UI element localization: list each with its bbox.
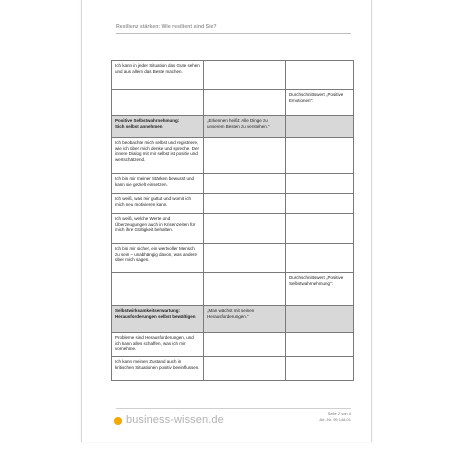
rating-cell[interactable] [204, 357, 286, 381]
section-quote: „Erkennen heißt: Alle Dinge zu unserem Besten zu verstehen.“ [204, 116, 286, 138]
statement-cell: Ich weiß, welche Werte und Überzeugungen auch in Krisenzeiten für mich ihre Gültigkeit behalten. [112, 214, 204, 244]
statement-cell: Ich beobachte mich selbst und registriere, wie ich über mich denke und spreche. Der innere Dialog mit mir selbst ist positiv und wertschätzend. [112, 138, 204, 174]
score-cell [286, 194, 354, 214]
table-row [112, 244, 354, 273]
document-header-title: Resilienz stärken: Wie resilient sind Sie? [116, 24, 217, 30]
header-divider [116, 33, 351, 34]
section-header-row [112, 116, 354, 138]
score-cell [286, 116, 354, 138]
document-page [81, 0, 372, 442]
section-subtitle: Sich selbst annehmen [115, 123, 163, 129]
table-row [112, 357, 354, 381]
rating-cell[interactable] [204, 138, 286, 174]
score-cell [286, 214, 354, 244]
section-title: Selbstwirksamkeitserwartung: [115, 308, 181, 313]
logo-dot-icon [114, 417, 122, 425]
score-cell [286, 61, 354, 90]
statement-cell: Ich bin mir meiner Stärken bewusst und kann sie gezielt einsetzen. [112, 174, 204, 194]
section-title-cell [112, 116, 204, 138]
score-cell [286, 174, 354, 194]
statement-cell: Ich kann meinen Zustand auch in kritischen Situationen positiv beeinflussen. [112, 357, 204, 381]
score-cell [286, 306, 354, 333]
rating-cell [204, 273, 286, 306]
footer-meta [319, 411, 351, 423]
section-title-cell [112, 306, 204, 333]
table-row [112, 273, 354, 306]
average-cell[interactable]: Durchschnittswert „Positive Emotionen“: [286, 90, 354, 116]
statement-cell [112, 273, 204, 306]
table-row [112, 214, 354, 244]
footer-divider [116, 408, 351, 409]
average-cell[interactable]: Durchschnittswert „Positive Selbstwahrnehmung“: [286, 273, 354, 306]
section-subtitle: Herausforderungen selbst bewältigen [115, 313, 196, 319]
score-cell [286, 333, 354, 357]
statement-cell [112, 90, 204, 116]
rating-cell[interactable] [204, 194, 286, 214]
page-number: Seite 2 von 4 [327, 411, 351, 416]
rating-cell [204, 90, 286, 116]
score-cell [286, 138, 354, 174]
statement-cell: Ich kann in jeder Situation das Gute sehen und aus allem das Beste machen. [112, 61, 204, 90]
rating-cell[interactable] [204, 214, 286, 244]
table-row [112, 333, 354, 357]
table-row [112, 174, 354, 194]
section-quote: „Man wächst mit seinen Herausforderungen.“ [204, 306, 286, 333]
table-row [112, 194, 354, 214]
statement-cell: Probleme sind Herausforderungen, und ich kann alles schaffen, was ich mir vornehme. [112, 333, 204, 357]
statement-cell: Ich weiß, was mir guttut und womit ich mich neu motivieren kann. [112, 194, 204, 214]
rating-cell[interactable] [204, 61, 286, 90]
table-row [112, 90, 354, 116]
rating-cell[interactable] [204, 333, 286, 357]
score-cell [286, 244, 354, 273]
score-cell [286, 357, 354, 381]
section-header-row [112, 306, 354, 333]
rating-cell[interactable] [204, 244, 286, 273]
table-row [112, 138, 354, 174]
article-number: Art.-Nr. 99.148.01 [319, 417, 351, 422]
self-assessment-table [111, 60, 354, 381]
section-title: Positive Selbstwahrnehmung: [115, 118, 180, 123]
table-row [112, 61, 354, 90]
footer-logo: business-wissen.de [126, 414, 224, 426]
rating-cell[interactable] [204, 174, 286, 194]
statement-cell: Ich bin mir sicher, ein wertvoller Mensch zu sein – unabhängig davon, was andere über mich sagen. [112, 244, 204, 273]
